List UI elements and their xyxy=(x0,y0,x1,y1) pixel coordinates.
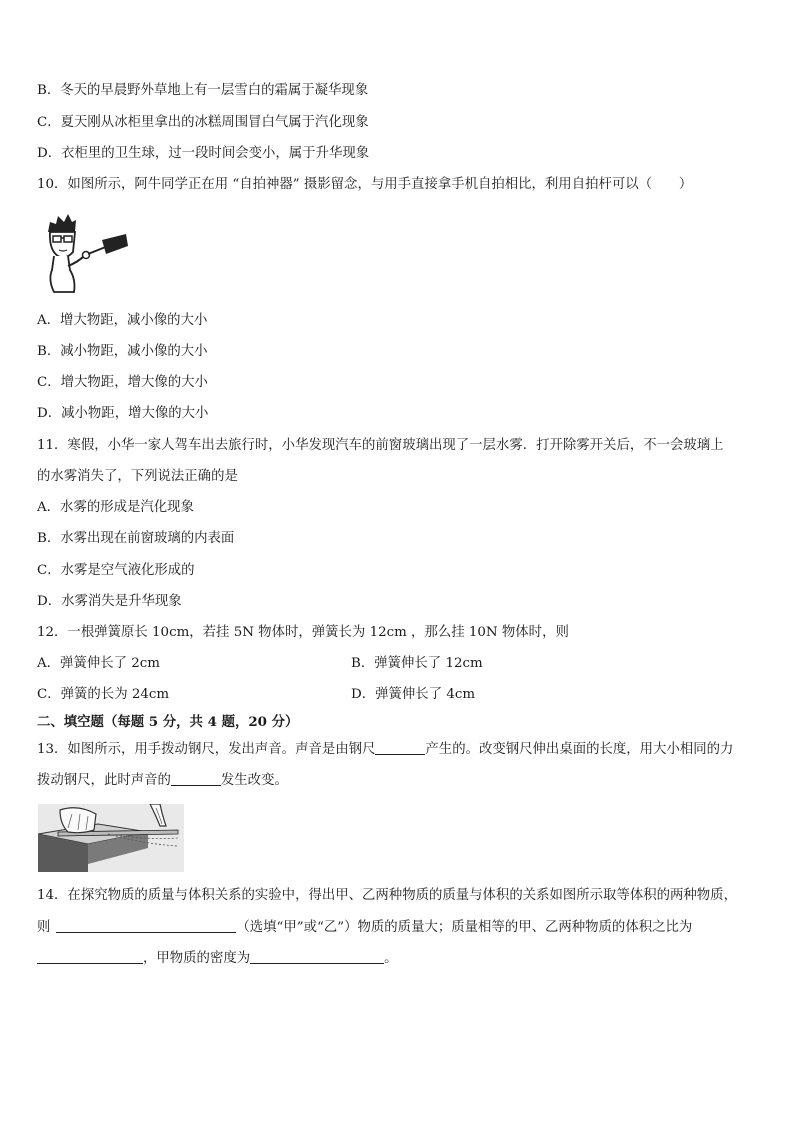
q14-blank-2[interactable] xyxy=(37,949,143,964)
q14-text-b: （选填“甲”或“乙”）物质的质量大；质量相等的甲、乙两种物质的体积之比为 xyxy=(236,920,693,935)
q13-blank-1[interactable] xyxy=(375,740,425,755)
q13-line2 xyxy=(37,771,288,790)
q10-option-c: C．增大物距，增大像的大小 xyxy=(37,375,208,390)
q9-option-b: B．冬天的早晨野外草地上有一层雪白的霜属于凝华现象 xyxy=(37,83,369,98)
q12-option-a: A．弹簧伸长了 2cm xyxy=(37,656,160,671)
q9-option-c: C．夏天刚从冰柜里拿出的冰糕周围冒白气属于汽化现象 xyxy=(37,115,369,130)
q11-option-d: D．水雾消失是升华现象 xyxy=(37,594,182,609)
q14-text-d: 。 xyxy=(384,951,398,966)
q13-text-a: 13．如图所示，用手拨动钢尺，发出声音。声音是由钢尺 xyxy=(37,742,376,757)
q12-option-b: B．弹簧伸长了 12cm xyxy=(351,656,483,671)
q11-stem-line1: 11．寒假，小华一家人驾车出去旅行时，小华发现汽车的前窗玻璃出现了一层水雾．打开除雾开关后，不一会玻璃上 xyxy=(37,438,724,453)
section-heading-fill-blank: 二、填空题（每题 5 分，共 4 题，20 分） xyxy=(37,714,299,730)
selfie-stick-figure xyxy=(40,210,140,300)
q10-option-a: A．增大物距，减小像的大小 xyxy=(37,313,208,328)
q13-blank-2[interactable] xyxy=(171,771,221,786)
q12-stem: 12．一根弹簧原长 10cm，若挂 5N 物体时，弹簧长为 12cm ，那么挂 10N 物体时，则 xyxy=(37,625,569,640)
q9-option-d: D．衣柜里的卫生球，过一段时间会变小，属于升华现象 xyxy=(37,146,370,161)
q10-option-b: B．减小物距，减小像的大小 xyxy=(37,344,208,359)
q13-line1 xyxy=(37,740,733,759)
q13-text-b: 产生的。改变钢尺伸出桌面的长度，用大小相同的力 xyxy=(425,742,734,757)
q14-line1: 14．在探究物质的质量与体积关系的实验中，得出甲、乙两种物质的质量与体积的关系如图所示取等体积的两种物质， xyxy=(37,888,737,903)
q13-text-d: 发生改变。 xyxy=(220,773,288,788)
q14-line3 xyxy=(37,949,398,968)
q11-option-b: B．水雾出现在前窗玻璃的内表面 xyxy=(37,531,235,546)
q11-option-c: C．水雾是空气液化形成的 xyxy=(37,563,195,578)
q12-option-d: D．弹簧伸长了 4cm xyxy=(351,687,476,702)
q13-text-c: 拨动钢尺，此时声音的 xyxy=(37,773,171,788)
ruler-table-figure xyxy=(38,804,184,872)
q11-stem-line2: 的水雾消失了，下列说法正确的是 xyxy=(37,469,238,484)
q14-text-a: 则 xyxy=(37,920,51,935)
q12-option-c: C．弹簧的长为 24cm xyxy=(37,687,170,702)
q12-options-row2 xyxy=(37,686,476,704)
q14-blank-3[interactable] xyxy=(250,949,384,964)
q12-options-row1 xyxy=(37,655,483,673)
q10-option-d: D．减小物距，增大像的大小 xyxy=(37,406,209,421)
q11-option-a: A．水雾的形成是汽化现象 xyxy=(37,500,194,515)
q14-text-c: ，甲物质的密度为 xyxy=(143,951,251,966)
q14-line2 xyxy=(37,918,692,937)
q10-stem: 10．如图所示，阿牛同学正在用 “自拍神器” 摄影留念，与用手直接拿手机自拍相比，利用自拍杆可以（ ） xyxy=(37,177,693,192)
q14-blank-1[interactable] xyxy=(56,918,236,933)
